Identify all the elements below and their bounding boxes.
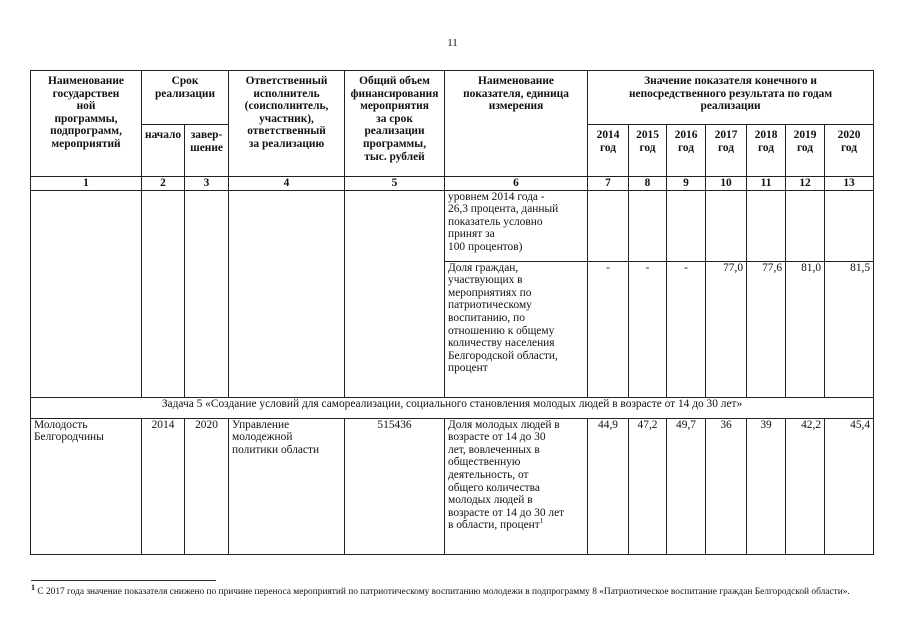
header-year: 2014 год — [588, 125, 629, 177]
column-number: 11 — [747, 177, 786, 191]
indicator-cell: Доля граждан, участвующих в мероприятиях по патриотическому воспитанию, по отношению к общему количеству населения Белгородской области, процент — [445, 261, 588, 397]
value-cell: 36 — [706, 418, 747, 554]
empty-cell — [31, 190, 142, 397]
column-number: 13 — [825, 177, 874, 191]
indicator-cell: уровнем 2014 года - 26,3 процента, данный показатель условно принят за 100 процентов) — [445, 190, 588, 261]
footnote-text: С 2017 года значение показателя снижено по причине переноса мероприятий по патриотическому воспитанию молодежи в подпрограмму 8 «Патриотическое воспитание граждан Белгородской области». — [35, 587, 850, 597]
column-number: 5 — [345, 177, 445, 191]
end-year: 2020 — [185, 418, 229, 554]
program-name: Молодость Белгородчины — [31, 418, 142, 554]
column-number: 7 — [588, 177, 629, 191]
value-cell — [667, 190, 706, 261]
column-number: 10 — [706, 177, 747, 191]
task-row — [31, 397, 874, 418]
empty-cell — [142, 190, 185, 397]
header-year: 2015 год — [629, 125, 667, 177]
value-cell — [588, 190, 629, 261]
value-cell: 77,0 — [706, 261, 747, 397]
value-cell: 49,7 — [667, 418, 706, 554]
column-number: 12 — [786, 177, 825, 191]
header-year: 2017 год — [706, 125, 747, 177]
column-number: 8 — [629, 177, 667, 191]
header-responsible: Ответственный исполнитель (соисполнитель, участник), ответственный за реализацию — [229, 71, 345, 177]
value-cell: 45,4 — [825, 418, 874, 554]
task-title: Задача 5 «Создание условий для самореализации, социального становления молодых людей в возрасте от 14 до 30 лет» — [31, 397, 874, 418]
column-number-row — [31, 177, 874, 191]
value-cell — [786, 190, 825, 261]
header-term: Срок реализации — [142, 71, 229, 125]
start-year: 2014 — [142, 418, 185, 554]
value-cell: 39 — [747, 418, 786, 554]
program-row — [31, 418, 874, 554]
header-year: 2019 год — [786, 125, 825, 177]
value-cell: 77,6 — [747, 261, 786, 397]
value-cell — [629, 190, 667, 261]
header-program-name: Наименование государствен ной программы, подпрограмм, мероприятий — [31, 71, 142, 177]
column-number: 1 — [31, 177, 142, 191]
header-year: 2020 год — [825, 125, 874, 177]
header-start: начало — [142, 125, 185, 177]
header-financing: Общий объем финансирования мероприятия за срок реализации программы, тыс. рублей — [345, 71, 445, 177]
value-cell — [706, 190, 747, 261]
empty-cell — [229, 190, 345, 397]
column-number: 9 — [667, 177, 706, 191]
column-number: 6 — [445, 177, 588, 191]
column-number: 2 — [142, 177, 185, 191]
value-cell: 44,9 — [588, 418, 629, 554]
header-indicator-name: Наименование показателя, единица измерения — [445, 71, 588, 177]
table-row — [31, 190, 874, 261]
footnote-reference: 1 — [539, 517, 544, 526]
column-number: 4 — [229, 177, 345, 191]
header-year: 2018 год — [747, 125, 786, 177]
responsible-executor: Управление молодежной политики области — [229, 418, 345, 554]
value-cell: - — [629, 261, 667, 397]
indicator-cell — [445, 418, 588, 554]
header-end: завер- шение — [185, 125, 229, 177]
header-indicator-values: Значение показателя конечного и непосредственного результата по годам реализации — [588, 71, 874, 125]
value-cell: - — [667, 261, 706, 397]
page-number: 11 — [447, 37, 458, 49]
value-cell: 42,2 — [786, 418, 825, 554]
indicator-text: Доля молодых людей в возрасте от 14 до 30 лет, вовлеченных в общественную деятельность, от общего количества молодых людей в возрасте от 14 до 30 лет в области, процент — [448, 418, 565, 532]
header-year: 2016 год — [667, 125, 706, 177]
empty-cell — [345, 190, 445, 397]
value-cell — [825, 190, 874, 261]
value-cell: 81,5 — [825, 261, 874, 397]
financing-amount: 515436 — [345, 418, 445, 554]
value-cell — [747, 190, 786, 261]
footnote — [31, 582, 873, 598]
footnote-separator — [31, 580, 216, 581]
column-number: 3 — [185, 177, 229, 191]
value-cell: 81,0 — [786, 261, 825, 397]
indicators-table — [30, 70, 874, 555]
value-cell: - — [588, 261, 629, 397]
footnote-mark: 1 — [31, 582, 35, 592]
value-cell: 47,2 — [629, 418, 667, 554]
empty-cell — [185, 190, 229, 397]
